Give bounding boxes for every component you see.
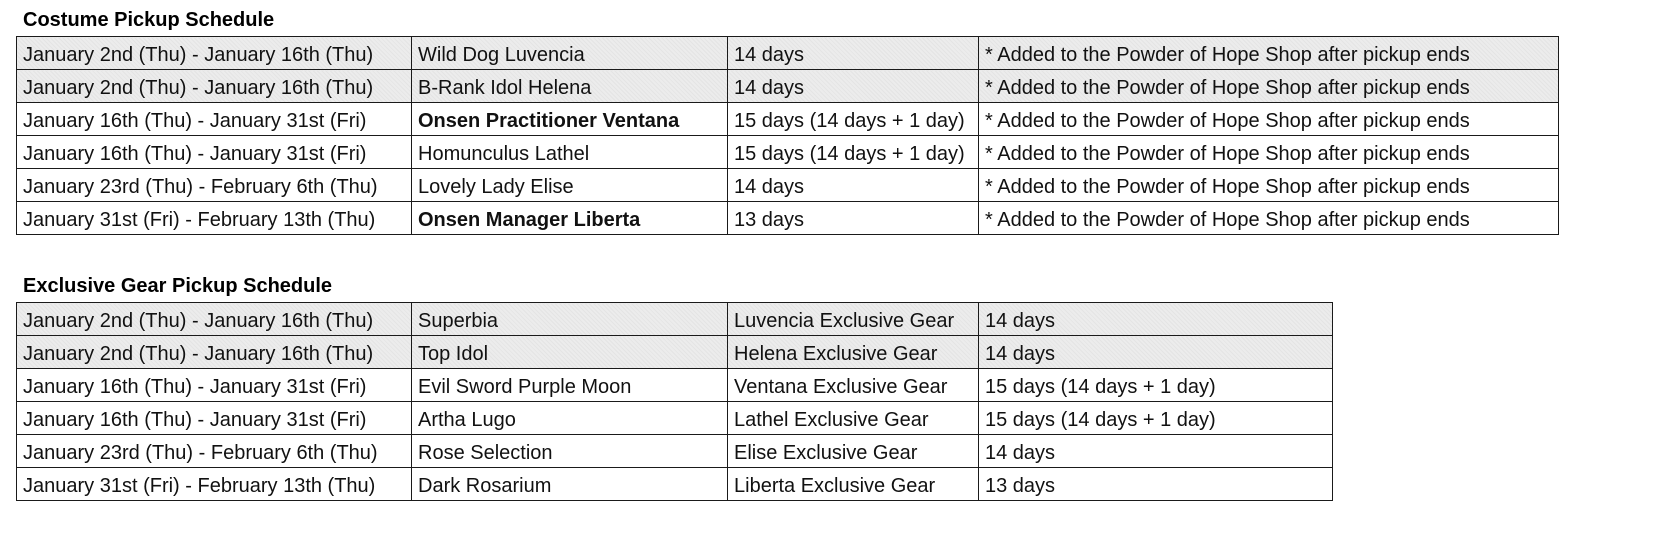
costume-name-cell: Lovely Lady Elise [412, 169, 728, 202]
note-cell: * Added to the Powder of Hope Shop after pickup ends [979, 202, 1559, 235]
period-cell: January 16th (Thu) - January 31st (Fri) [17, 136, 412, 169]
gear-schedule-title: Exclusive Gear Pickup Schedule [23, 275, 333, 297]
costume-name-cell: Onsen Practitioner Ventana [412, 103, 728, 136]
gear-owner-cell: Helena Exclusive Gear [728, 336, 979, 369]
gear-name-cell: Evil Sword Purple Moon [412, 369, 728, 402]
gear-name-cell: Artha Lugo [412, 402, 728, 435]
table-row [17, 336, 1333, 369]
gear-schedule-table [16, 302, 1333, 501]
gear-name-cell: Top Idol [412, 336, 728, 369]
gear-owner-cell: Liberta Exclusive Gear [728, 468, 979, 501]
duration-cell: 15 days (14 days + 1 day) [979, 402, 1333, 435]
table-row [17, 37, 1559, 70]
period-cell: January 2nd (Thu) - January 16th (Thu) [17, 70, 412, 103]
period-cell: January 23rd (Thu) - February 6th (Thu) [17, 435, 412, 468]
duration-cell: 15 days (14 days + 1 day) [728, 103, 979, 136]
costume-name-cell: Onsen Manager Liberta [412, 202, 728, 235]
note-cell: * Added to the Powder of Hope Shop after pickup ends [979, 37, 1559, 70]
note-cell: * Added to the Powder of Hope Shop after pickup ends [979, 136, 1559, 169]
gear-owner-cell: Elise Exclusive Gear [728, 435, 979, 468]
costume-schedule-table [16, 36, 1559, 235]
table-row [17, 136, 1559, 169]
table-row [17, 70, 1559, 103]
period-cell: January 16th (Thu) - January 31st (Fri) [17, 103, 412, 136]
duration-cell: 15 days (14 days + 1 day) [979, 369, 1333, 402]
gear-schedule-body [17, 303, 1333, 501]
costume-name-cell: Homunculus Lathel [412, 136, 728, 169]
costume-name-cell: Wild Dog Luvencia [412, 37, 728, 70]
duration-cell: 15 days (14 days + 1 day) [728, 136, 979, 169]
note-cell: * Added to the Powder of Hope Shop after pickup ends [979, 70, 1559, 103]
table-row [17, 169, 1559, 202]
duration-cell: 13 days [728, 202, 979, 235]
duration-cell: 14 days [979, 303, 1333, 336]
duration-cell: 14 days [979, 435, 1333, 468]
period-cell: January 2nd (Thu) - January 16th (Thu) [17, 37, 412, 70]
duration-cell: 14 days [728, 37, 979, 70]
duration-cell: 14 days [728, 70, 979, 103]
table-row [17, 468, 1333, 501]
gear-owner-cell: Luvencia Exclusive Gear [728, 303, 979, 336]
table-row [17, 303, 1333, 336]
costume-schedule-body [17, 37, 1559, 235]
period-cell: January 23rd (Thu) - February 6th (Thu) [17, 169, 412, 202]
period-cell: January 2nd (Thu) - January 16th (Thu) [17, 336, 412, 369]
period-cell: January 16th (Thu) - January 31st (Fri) [17, 369, 412, 402]
costume-name-cell: B-Rank Idol Helena [412, 70, 728, 103]
duration-cell: 14 days [979, 336, 1333, 369]
gear-owner-cell: Lathel Exclusive Gear [728, 402, 979, 435]
period-cell: January 2nd (Thu) - January 16th (Thu) [17, 303, 412, 336]
gear-name-cell: Superbia [412, 303, 728, 336]
costume-schedule-title: Costume Pickup Schedule [23, 9, 275, 31]
table-row [17, 435, 1333, 468]
table-row [17, 369, 1333, 402]
gear-name-cell: Rose Selection [412, 435, 728, 468]
table-row [17, 103, 1559, 136]
note-cell: * Added to the Powder of Hope Shop after pickup ends [979, 169, 1559, 202]
note-cell: * Added to the Powder of Hope Shop after pickup ends [979, 103, 1559, 136]
period-cell: January 16th (Thu) - January 31st (Fri) [17, 402, 412, 435]
duration-cell: 13 days [979, 468, 1333, 501]
table-row [17, 202, 1559, 235]
table-row [17, 402, 1333, 435]
gear-owner-cell: Ventana Exclusive Gear [728, 369, 979, 402]
period-cell: January 31st (Fri) - February 13th (Thu) [17, 468, 412, 501]
gear-name-cell: Dark Rosarium [412, 468, 728, 501]
duration-cell: 14 days [728, 169, 979, 202]
period-cell: January 31st (Fri) - February 13th (Thu) [17, 202, 412, 235]
